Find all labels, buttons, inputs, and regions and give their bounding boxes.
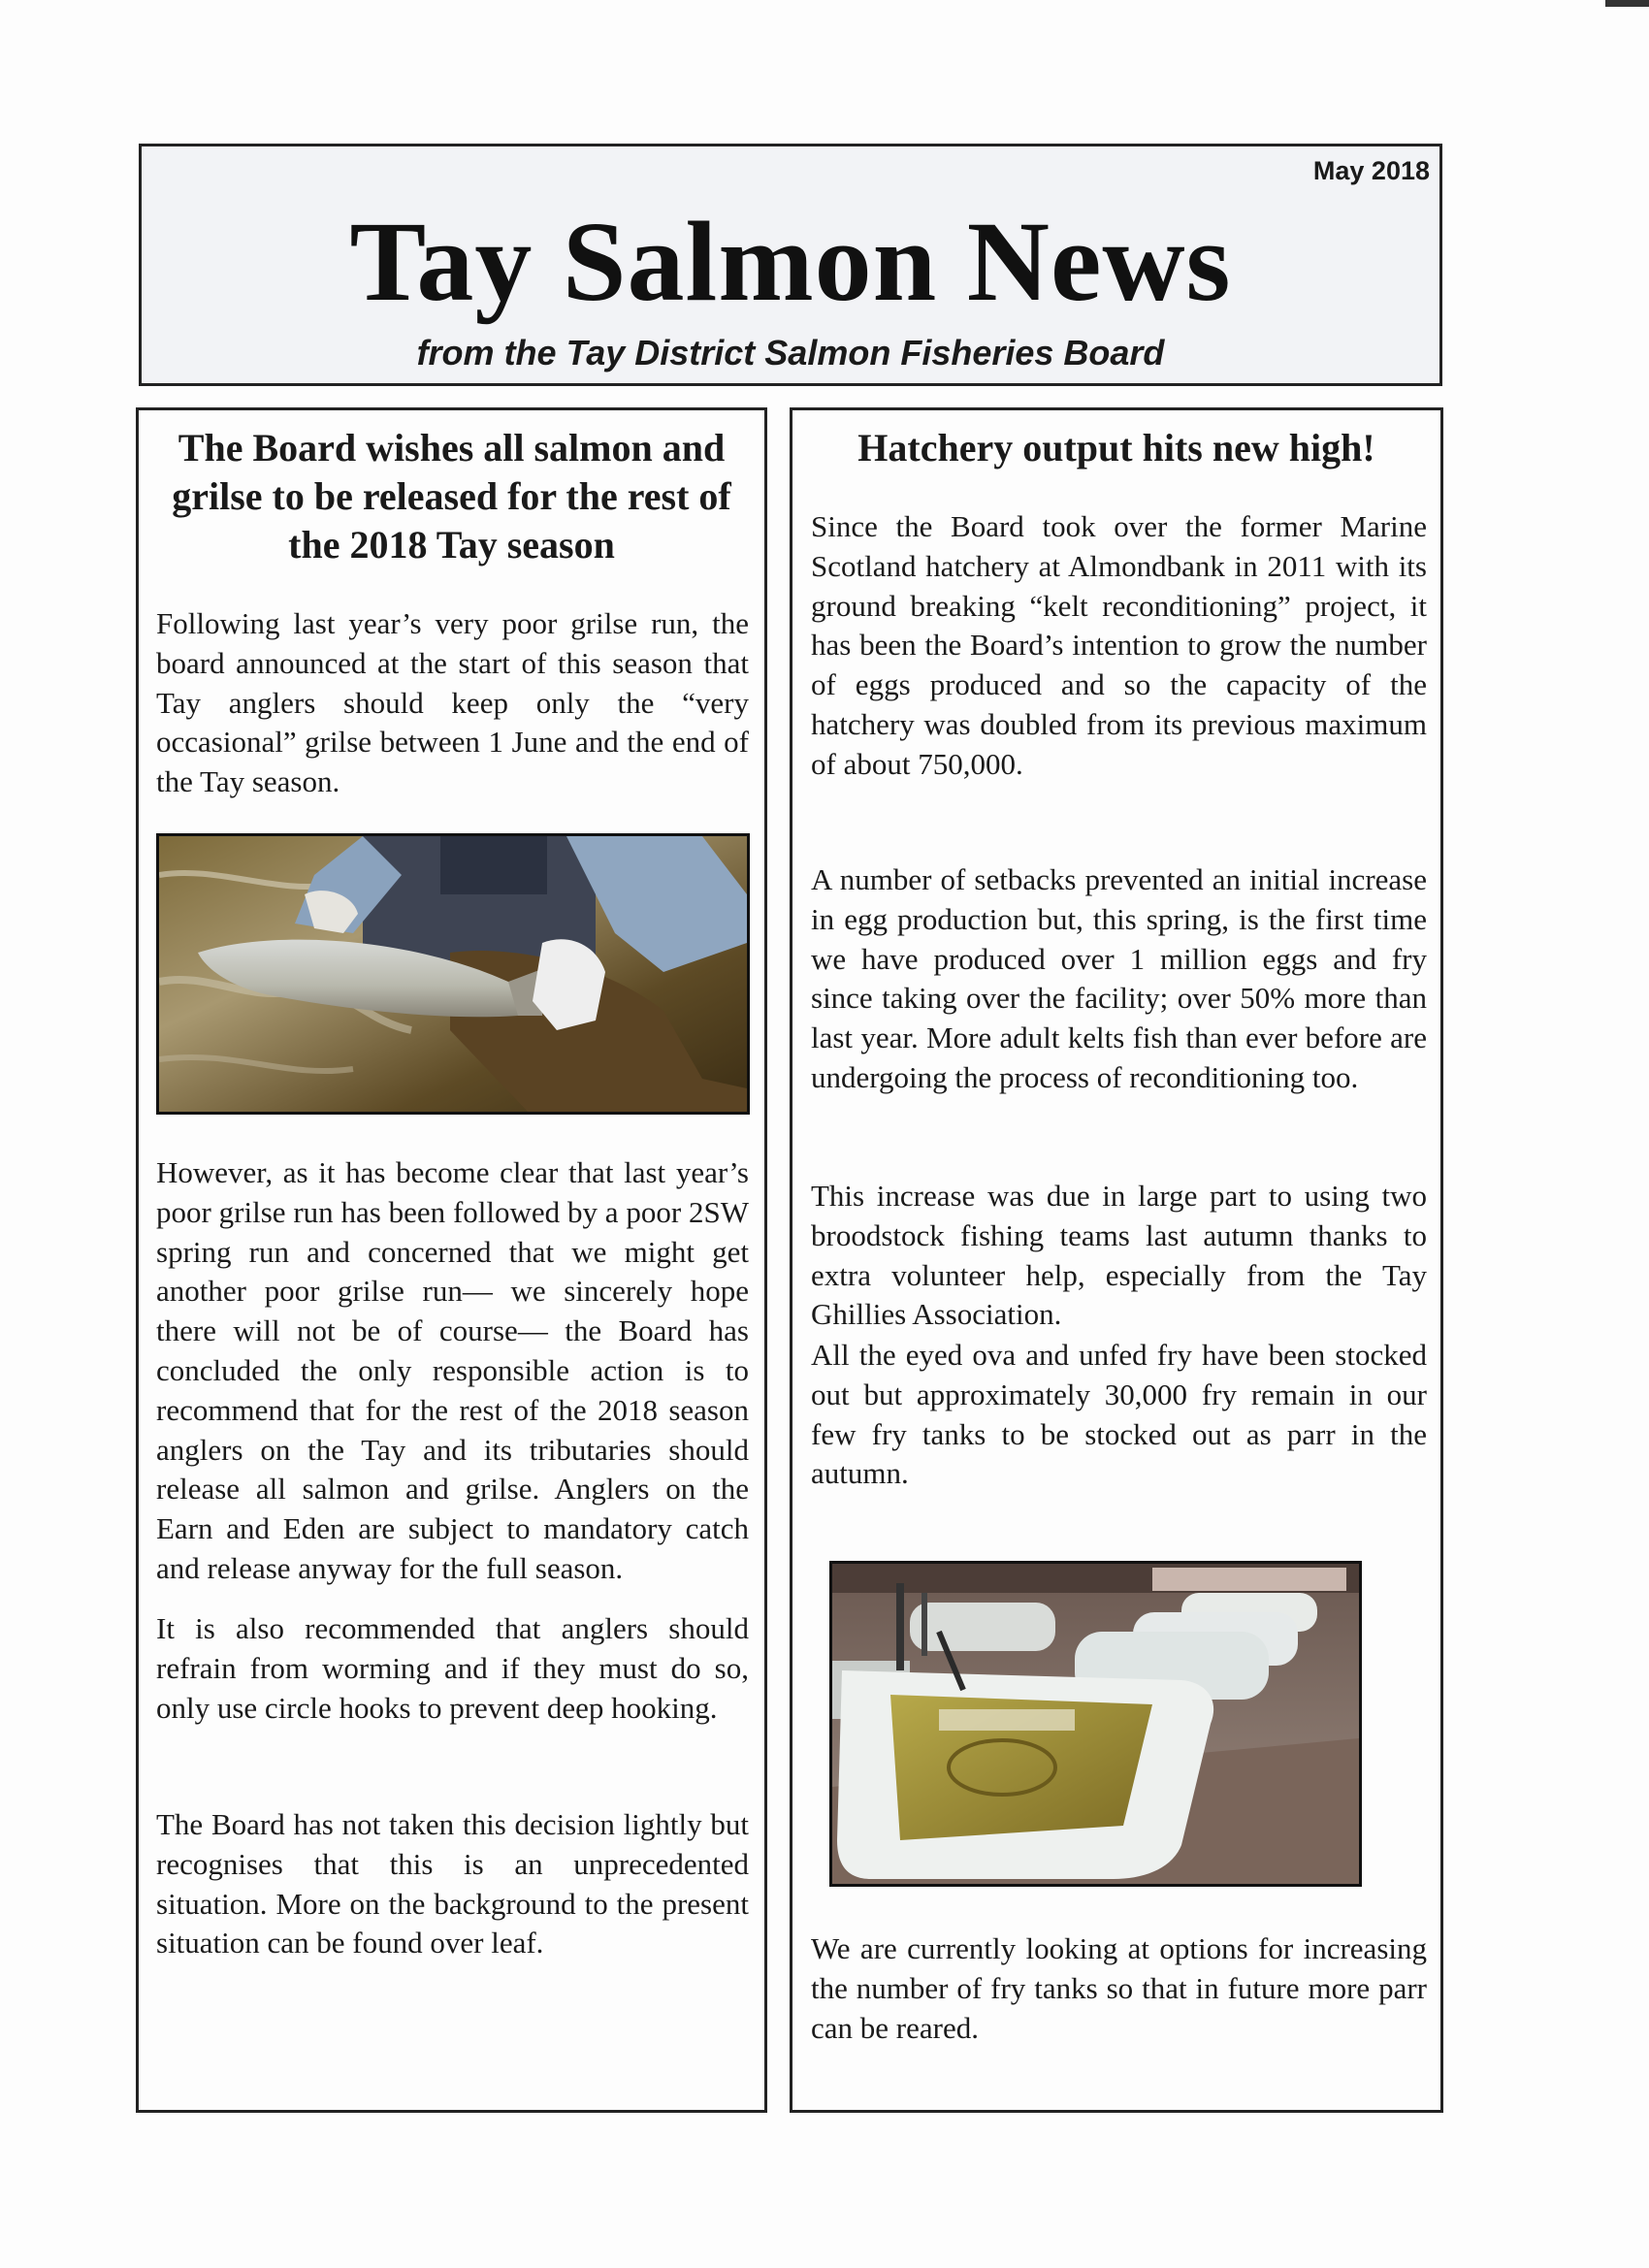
left-paragraph-1: Following last year’s very poor grilse run, the board announced at the start of this season that Tay anglers should keep only the “very occasional” grilse between 1 June and the end of the Tay season.	[156, 606, 749, 799]
left-article	[136, 407, 767, 2113]
right-paragraph-2: A number of setbacks prevented an initial increase in egg production but, this spring, is the first time we have produced over 1 million eggs and fry since taking over the facility; over 50% more than last year. More adult kelts fish than ever before are undergoing the process of reconditioning too.	[811, 862, 1427, 1094]
hatchery-fry-tanks-image	[832, 1564, 1359, 1884]
right-paragraph-1: Since the Board took over the former Marine Scotland hatchery at Almondbank in 2011 with its ground breaking “kelt reconditioning” project, it has been the Board’s intention to grow the number of eggs produced and so the capacity of the hatchery was doubled from its previous maximum of about 750,000.	[811, 509, 1427, 781]
newsletter-subtitle: from the Tay District Salmon Fisheries Board	[416, 333, 1165, 373]
hatchery-fry-tanks-photo	[829, 1561, 1362, 1887]
newsletter-title: Tay Salmon News	[349, 198, 1232, 325]
corner-mark	[1605, 0, 1649, 7]
masthead	[139, 144, 1442, 386]
right-paragraph-5: We are currently looking at options for increasing the number of fry tanks so that in future more parr can be reared.	[811, 1931, 1427, 2045]
right-paragraph-4: All the eyed ova and unfed fry have been stocked out but approximately 30,000 fry remain in our few fry tanks to be stocked out as parr in the autumn.	[811, 1338, 1427, 1491]
right-paragraph-3: This increase was due in large part to using two broodstock fishing teams last autumn thanks to extra volunteer help, especially from the Tay Ghillies Association.	[811, 1179, 1427, 1332]
right-article	[790, 407, 1443, 2113]
left-paragraph-2: However, as it has become clear that last year’s poor grilse run has been followed by a poor 2SW spring run and concerned that we might get another poor grilse run— we sincerely hope there will not be of course— the Board has concluded the only responsible action is to recommend that for the rest of the 2018 season anglers on the Tay and its tributaries should release all salmon and grilse. Anglers on the Earn and Eden are subject to mandatory catch and release anyway for the full season.	[156, 1155, 749, 1585]
angler-releasing-salmon-image	[159, 836, 747, 1112]
left-paragraph-3: It is also recommended that anglers should refrain from worming and if they must do so, only use circle hooks to prevent deep hooking.	[156, 1611, 749, 1725]
issue-date: May 2018	[1312, 156, 1430, 185]
left-article-headline: The Board wishes all salmon and grilse to be released for the rest of the 2018 Tay season	[172, 426, 731, 567]
left-paragraph-4: The Board has not taken this decision lightly but recognises that this is an unprecedented situation. More on the background to the present situation can be found over leaf.	[156, 1807, 749, 1960]
angler-releasing-salmon-photo	[156, 833, 750, 1115]
right-article-headline: Hatchery output hits new high!	[857, 426, 1375, 470]
